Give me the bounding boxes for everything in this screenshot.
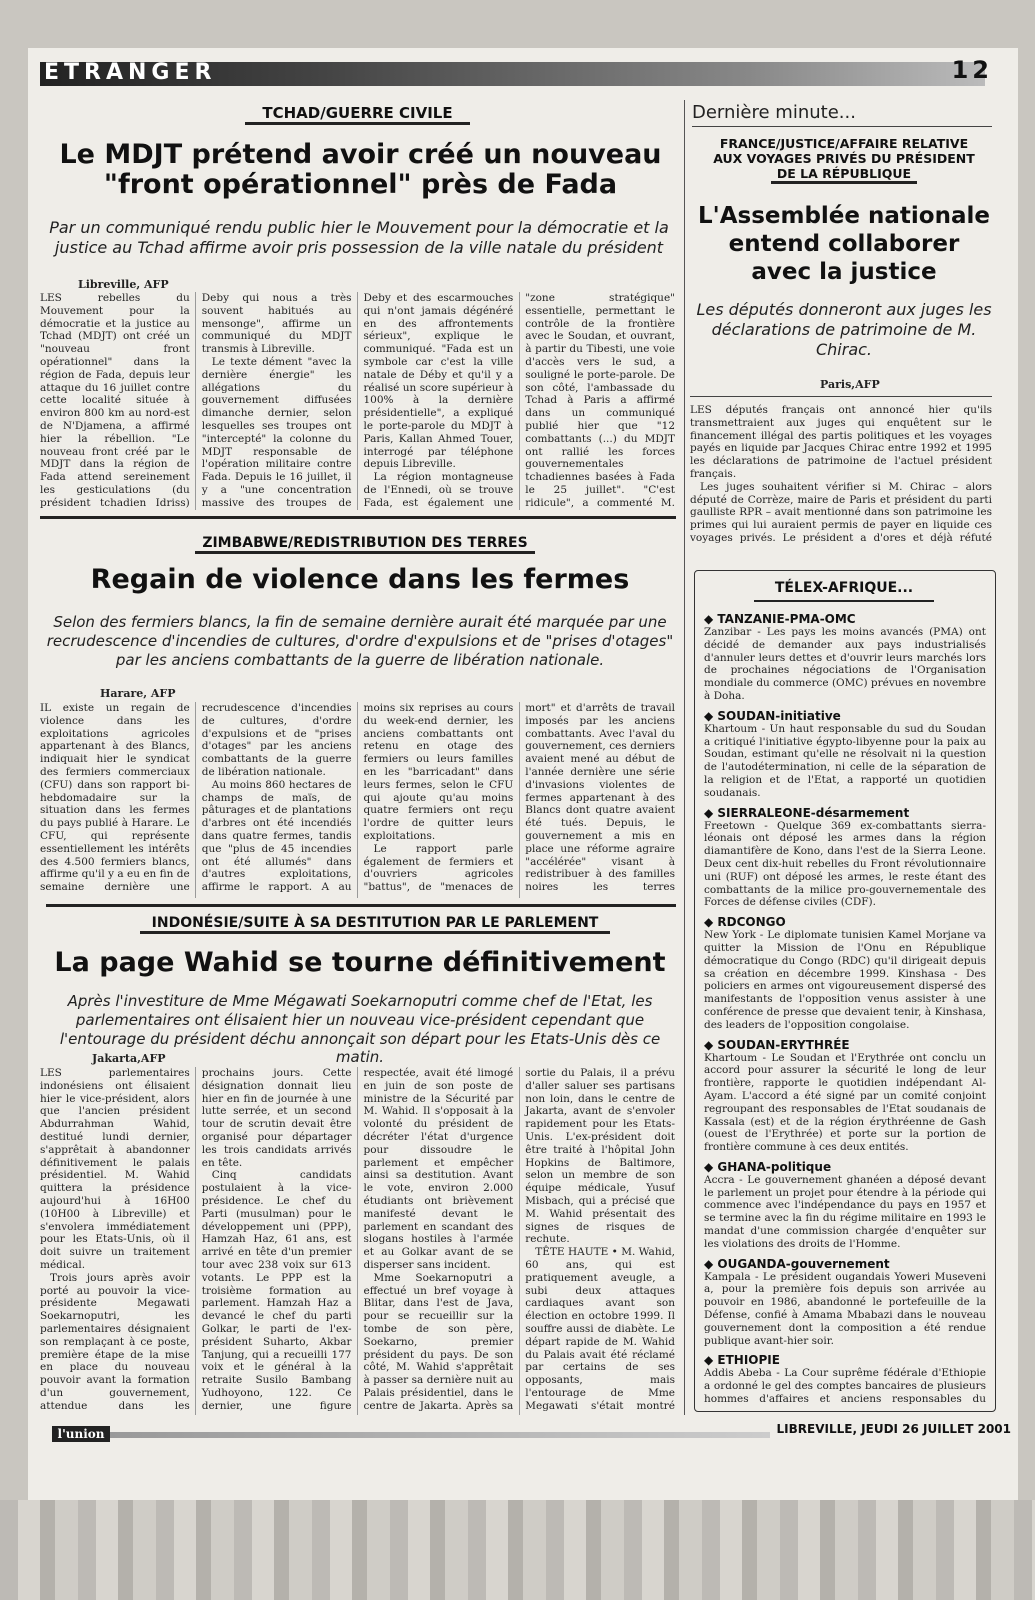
indonesie-body xyxy=(40,1067,675,1415)
diamond-icon: ◆ xyxy=(704,1037,718,1052)
indonesie-paragraph-4: Mme Soekarnoputri a effectué un bref voyage à Blitar, dans l'est de Java, pour se recueillir sur la tombe de son père, Soekarno, premier président du pays. De son côté, M. Wahid s'apprêtait à passer sa dernière nuit au Palais présidentiel, dans le centre de Jakarta. Après sa sortie du Palais, il a prévu d'aller saluer ses partisans non loin, dans le centre de Jakarta, avant de s'envoler rapidement pour les Etats-Unis. L'ex-président doit être traité à l'hôpital John Hopkins de Baltimore, selon un membre de son équipe médicale, Yusuf Misbach, qui a précisé que M. Wahid présentait des signes de risques de rechute. xyxy=(363,1067,675,1412)
diamond-icon: ◆ xyxy=(704,612,718,626)
indonesie-paragraph-2: Trois jours après avoir porté au pouvoir la vice-présidente Megawati Soekarnoputri, les parlementaires désignaient son remplaçant à ce poste, première étape de la mise en place du nouveau pouvoir avant la formation d'un gouvernement, attendue dans les prochains jours. Cette désignation donnait lieu hier en fin de journée à une lutte serrée, et un second tour de scrutin devait être organisé pour départager les trois candidats arrivés en tête. xyxy=(40,1067,352,1412)
diamond-icon: ◆ xyxy=(704,805,718,820)
telex-head-text: RDCONGO xyxy=(717,915,786,930)
telex-title: TÉLEX-AFRIQUE... xyxy=(774,580,914,596)
zimbabwe-headline: Regain de violence dans les fermes xyxy=(90,564,630,595)
telex-body: Khartoum - Le Soudan et l'Erythrée ont conclu un accord pour assurer la sécurité le long de leur frontière, rapporte le quotidien indépendant Al-Ayam. L'accord a été signé par un comité conjoint regroupant des responsables de l'Etat soudanais de Kassala (est) et de la région érythréenne de Gash (ouest de l'Erythrée) et porte sur la portion de frontière commune à ces deux entités. xyxy=(704,1051,986,1154)
telex-head xyxy=(704,709,986,723)
section-label: ETRANGER xyxy=(44,60,217,85)
indonesie-paragraph-5: TÊTE HAUTE • M. Wahid, 60 ans, qui est pratiquement aveugle, a subi deux attaques cardiaques avant son élection en octobre 1999. Il souffre aussi de diabète. Le départ rapide de M. Wahid du Palais avait été réclamé par certains de ses opposants, mais l'entourage de Mme Megawati s'était montré xyxy=(525,1246,675,1412)
telex-body: New York - Le diplomate tunisien Kamel Morjane va quitter la Mission de l'Onu en République démocratique du Congo (RDC) qu'il dirigeait depuis sa création en décembre 1999. Kinshasa - Des policiers en armes ont vigoureusement dispersé des manifestants de l'opposition venus assister à une conférence de presse que devaient tenir, à Kinshasa, des leaders de l'opposition congolaise. xyxy=(704,929,986,1031)
zimbabwe-paragraph-3: Le rapport parle également de fermiers et d'ouvriers agricoles "battus", de "menaces de mort" et d'arrêts de travail imposés par les anciens combattants. Avec l'aval du gouvernement, ces derniers avaient mené au début de l'année dernière une série d'invasions violentes de fermes appartenant à des Blancs dont quatre avaient été tués. Depuis, le gouvernement a mis en place une réforme agraire "accélérée" visant à redistribuer à des familles noires les terres xyxy=(363,702,675,894)
france-body xyxy=(690,404,992,552)
diamond-icon: ◆ xyxy=(704,1353,718,1368)
telex-item xyxy=(704,1257,986,1348)
zimbabwe-deck: Selon des fermiers blancs, la fin de semaine dernière aurait été marquée par une recrudescence d'incendies de cultures, d'ordre d'expulsions et de "prises d'otages" par les anciens combattants de la guerre de libération nationale. xyxy=(46,613,674,669)
tchad-paragraph-1: LES rebelles du Mouvement pour la démocratie et la justice au Tchad (MDJT) ont créé un "nouveau front opérationnel" dans la région de Fada, depuis leur attaque du 16 juillet contre cette localité située à environ 800 km au nord-est de N'Djamena, a affirmé hier la rébellion. "Le nouveau front créé par le MDJT dans la région de Fada attend sereinement les gesticulations (du président tchadien Idriss) Deby qui nous a très souvent habitués au mensonge", affirme un communiqué du MDJT transmis à Libreville. xyxy=(40,292,352,509)
column-divider xyxy=(684,100,685,1415)
telex-head xyxy=(704,1353,986,1367)
france-rule xyxy=(690,396,992,397)
telex-head-text: GHANA-politique xyxy=(717,1159,832,1174)
telex-head-text: SOUDAN-ERYTHRÉE xyxy=(717,1037,850,1052)
france-headline: L'Assemblée nationale entend collaborer avec la justice xyxy=(698,203,990,286)
zimbabwe-kicker: ZIMBABWE/REDISTRIBUTION DES TERRES xyxy=(195,535,535,554)
diamond-icon: ◆ xyxy=(704,708,718,723)
telex-head xyxy=(704,915,986,929)
france-dateline: Paris,AFP xyxy=(820,378,880,391)
tchad-kicker: TCHAD/GUERRE CIVILE xyxy=(245,104,470,125)
footer-bar xyxy=(110,1432,770,1438)
tchad-paragraph-2: Le texte dément "avec la dernière énergie" les allégations du gouvernement diffusées dimanche dernier, selon lesquelles ses troupes ont "intercepté" la colonne du MDJT responsable de l'opération militaire contre Fada. Depuis le 16 juillet, il y a "une concentration massive des troupes de Deby et des escarmouches qui n'ont jamais dégénéré en des affrontements sérieux", explique le communiqué. "Fada est un symbole car c'est la ville natale de Déby et qu'il y a réalisé un score supérieur à 100% à la dernière présidentielle", a expliqué le porte-parole du MDJT à Paris, Kallan Ahmed Touer, interrogé par téléphone depuis Libreville. xyxy=(201,292,514,509)
zimbabwe-body xyxy=(40,702,675,898)
zimbabwe-paragraph-1: IL existe un regain de violence dans les exploitations agricoles appartenant à des Blancs, indiquait hier le syndicat des fermiers commerciaux (CFU) dans son rapport bi-hebdomadaire sur la situation dans les fermes du pays publié à Harare. Le CFU, qui représente essentiellement les intérêts des 4.500 fermiers blancs, affirme qu'il y a eu en fin de semaine dernière une recrudescence d'incendies de cultures, d'ordre d'expulsions et de "prises d'otages" par les anciens combattants de la guerre de libération nationale. xyxy=(40,702,352,894)
telex-item xyxy=(704,612,986,703)
tchad-bottom-rule xyxy=(40,516,676,519)
telex-head-text: SIERRALEONE-désarmement xyxy=(717,805,910,820)
telex-item xyxy=(704,709,986,800)
telex-title-rule xyxy=(754,600,934,602)
telex-body: Addis Abeba - La Cour suprême fédérale d'Ethiopie a ordonné le gel des comptes bancaires de plusieurs hommes d'affaires et anciens responsables du xyxy=(704,1367,986,1404)
telex-head xyxy=(704,1257,986,1271)
footer-date: LIBREVILLE, JEUDI 26 JUILLET 2001 xyxy=(776,1422,1011,1436)
last-minute-label: Dernière minute... xyxy=(692,102,856,123)
diamond-icon: ◆ xyxy=(704,1159,718,1174)
page-number: 12 xyxy=(951,56,993,84)
france-kicker-line-2: AUX VOYAGES PRIVÉS DU PRÉSIDENT xyxy=(713,151,975,166)
telex-head-text: TANZANIE-PMA-OMC xyxy=(717,612,856,626)
france-paragraph-1: LES députés français ont annoncé hier qu'ils transmettraient aux juges qui enquêtent sur le financement illégal des partis politiques et les voyages payés en liquide par Jacques Chirac entre 1992 et 1995 les déclarations de patrimoine de l'actuel président français. xyxy=(690,404,992,480)
telex-body: Khartoum - Un haut responsable du sud du Soudan a critiqué l'initiative égypto-libyenne pour la paix au Soudan, estimant qu'elle ne résolvait ni la question de l'autodétermination, ni celle de la séparation de la religion et de l'Etat, a rapporté un quotidien soudanais. xyxy=(704,722,986,799)
tchad-deck: Par un communiqué rendu public hier le Mouvement pour la démocratie et la justice au Tchad affirme avoir pris possession de la ville natale du président xyxy=(49,218,669,257)
last-minute-rule xyxy=(692,126,992,127)
telex-item xyxy=(704,806,986,910)
france-kicker-line-3: DE LA RÉPUBLIQUE xyxy=(771,166,917,184)
telex-head xyxy=(704,612,986,626)
france-kicker-line-1: FRANCE/JUSTICE/AFFAIRE RELATIVE xyxy=(719,136,969,151)
tchad-body xyxy=(40,292,675,510)
tchad-dateline: Libreville, AFP xyxy=(78,278,169,291)
tchad-headline: Le MDJT prétend avoir créé un nouveau "front opérationnel" près de Fada xyxy=(59,139,662,201)
telex-list xyxy=(704,612,986,1404)
tchad-paragraph-3: La région montagneuse de l'Ennedi, où se trouve Fada, est également une "zone stratégique" essentielle, permettant le contrôle de la frontière avec le Soudan, et ouvrant, à partir du Tibesti, une voie d'accès vers le sud, a souligné le porte-parole. De son côté, l'ambassade du Tchad à Paris a affirmé dans un communiqué publié hier que "12 combattants (...) du MDJT ont rallié les forces gouvernementales tchadiennes basées à Fada le 25 juillet". "C'est ridicule", a commenté M. xyxy=(363,292,675,509)
telex-head-text: SOUDAN-initiative xyxy=(717,708,841,723)
indonesie-dateline: Jakarta,AFP xyxy=(92,1052,166,1065)
france-paragraph-2: Les juges souhaitent vérifier si M. Chirac – alors député de Corrèze, maire de Paris et président du parti gaulliste RPR – avait mentionné dans son patrimoine les primes qui lui auraient permis de payer en liquide ces voyages privés. Le président a d'ores et déjà réfuté xyxy=(690,480,992,544)
telex-body: Accra - Le gouvernement ghanéen a déposé devant le parlement un projet pour étendre à la période qui commence avec l'indépendance du pays en 1957 et se termine avec la fin du régime militaire en 1993 le mandat d'une commission chargée d'enquêter sur les violations des droits de l'Homme. xyxy=(704,1173,986,1250)
france-kicker xyxy=(696,136,992,184)
diamond-icon: ◆ xyxy=(704,915,718,930)
telex-head-text: ETHIOPIE xyxy=(717,1353,780,1368)
newspaper-logo: l'union xyxy=(52,1426,110,1442)
zimbabwe-bottom-rule xyxy=(46,904,676,907)
indonesie-paragraph-1: LES parlementaires indonésiens ont élisaient hier le vice-président, alors que l'ancien président Abdurrahman Wahid, destitué lundi dernier, s'apprêtait à abandonner définitivement le palais présidentiel. M. Wahid quittera la présidence aujourd'hui à 16H00 (10H00 à Libreville) et s'envolera immédiatement pour les Etats-Unis, où il doit suivre un traitement médical. xyxy=(40,1067,190,1271)
indonesie-kicker: INDONÉSIE/SUITE À SA DESTITUTION PAR LE PARLEMENT xyxy=(140,915,610,934)
zimbabwe-paragraph-2: Au moins 860 hectares de champs de maïs, de pâturages et de plantations d'arbres ont été incendiés dans quatre fermes, tandis que "plus de 45 incendies ont été allumés" dans d'autres exploitations, affirme le rapport. A au moins six reprises au cours du week-end dernier, les anciens combattants ont retenu en otage des fermiers ou leurs familles en les "barricadant" dans leurs fermes, selon le CFU qui ajoute qu'au moins quatre fermiers ont reçu l'ordre de quitter leurs exploitations. xyxy=(201,702,514,894)
diamond-icon: ◆ xyxy=(704,1256,718,1271)
telex-head xyxy=(704,1160,986,1174)
telex-item xyxy=(704,1038,986,1154)
zimbabwe-dateline: Harare, AFP xyxy=(100,687,176,700)
telex-head xyxy=(704,806,986,820)
telex-body: Kampala - Le président ougandais Yoweri Museveni a, pour la première fois depuis son arrivée au pouvoir en 1986, abandonné le portefeuille de la Défense, confié à Amama Mbabazi dans le nouveau gouvernement dont la composition a été rendue publique avant-hier soir. xyxy=(704,1270,986,1347)
telex-body: Zanzibar - Les pays les moins avancés (PMA) ont décidé de demander aux pays industrialisés d'annuler leurs dettes et d'ouvrir leurs marchés lors de prochaines négociations de l'Organisation mondiale du commerce (OMC) prévues en novembre à Doha. xyxy=(704,626,986,702)
telex-head xyxy=(704,1038,986,1052)
telex-item xyxy=(704,915,986,1031)
telex-body: Freetown - Quelque 369 ex-combattants sierra-léonais ont déposé les armes dans la région diamantifère de Kono, dans l'est de la Sierra Leone. Deux cent dix-huit rebelles du Front révolutionnaire uni (RUF) ont déposé les armes, le reste étant des combattants de la milice pro-gouvernementale des Forces de défense civiles (CDF). xyxy=(704,819,986,909)
background-floor xyxy=(0,1500,1035,1600)
indonesie-paragraph-3: Cinq candidats postulaient à la vice-présidence. Le chef du Parti (musulman) pour le développement uni (PPP), Hamzah Haz, 61 ans, est arrivé en tête d'un premier tour avec 238 voix sur 613 votants. Le PPP est la troisième formation au parlement. Hamzah Haz a devancé le chef du parti Golkar, le parti de l'ex-président Suharto, Akbar Tanjung, qui a recueilli 177 voix et le général à la retraite Susilo Bambang Yudhoyono, 122. Ce dernier, une figure respectée, avait été limogé en juin de son poste de ministre de la Sécurité par M. Wahid. Il s'opposait à la volonté du président de décréter l'état d'urgence pour dissoudre le parlement et empêcher ainsi sa destitution. Avant le vote, environ 2.000 étudiants ont brièvement manifesté devant le parlement en scandant des slogans hostiles à l'armée et au Golkar avant de se disperser sans incident. xyxy=(201,1067,514,1412)
telex-head-text: OUGANDA-gouvernement xyxy=(717,1256,890,1271)
france-deck: Les députés donneront aux juges les déclarations de patrimoine de M. Chirac. xyxy=(696,300,992,359)
indonesie-deck: Après l'investiture de Mme Mégawati Soekarnoputri comme chef de l'Etat, les parlementaires ont élisaient hier un nouveau vice-président cependant que l'entourage du président déchu annonçait son départ pour les Etats-Unis dès ce matin. xyxy=(59,992,661,1067)
indonesie-headline: La page Wahid se tourne définitivement xyxy=(54,947,666,978)
telex-item xyxy=(704,1353,986,1404)
telex-item xyxy=(704,1160,986,1251)
